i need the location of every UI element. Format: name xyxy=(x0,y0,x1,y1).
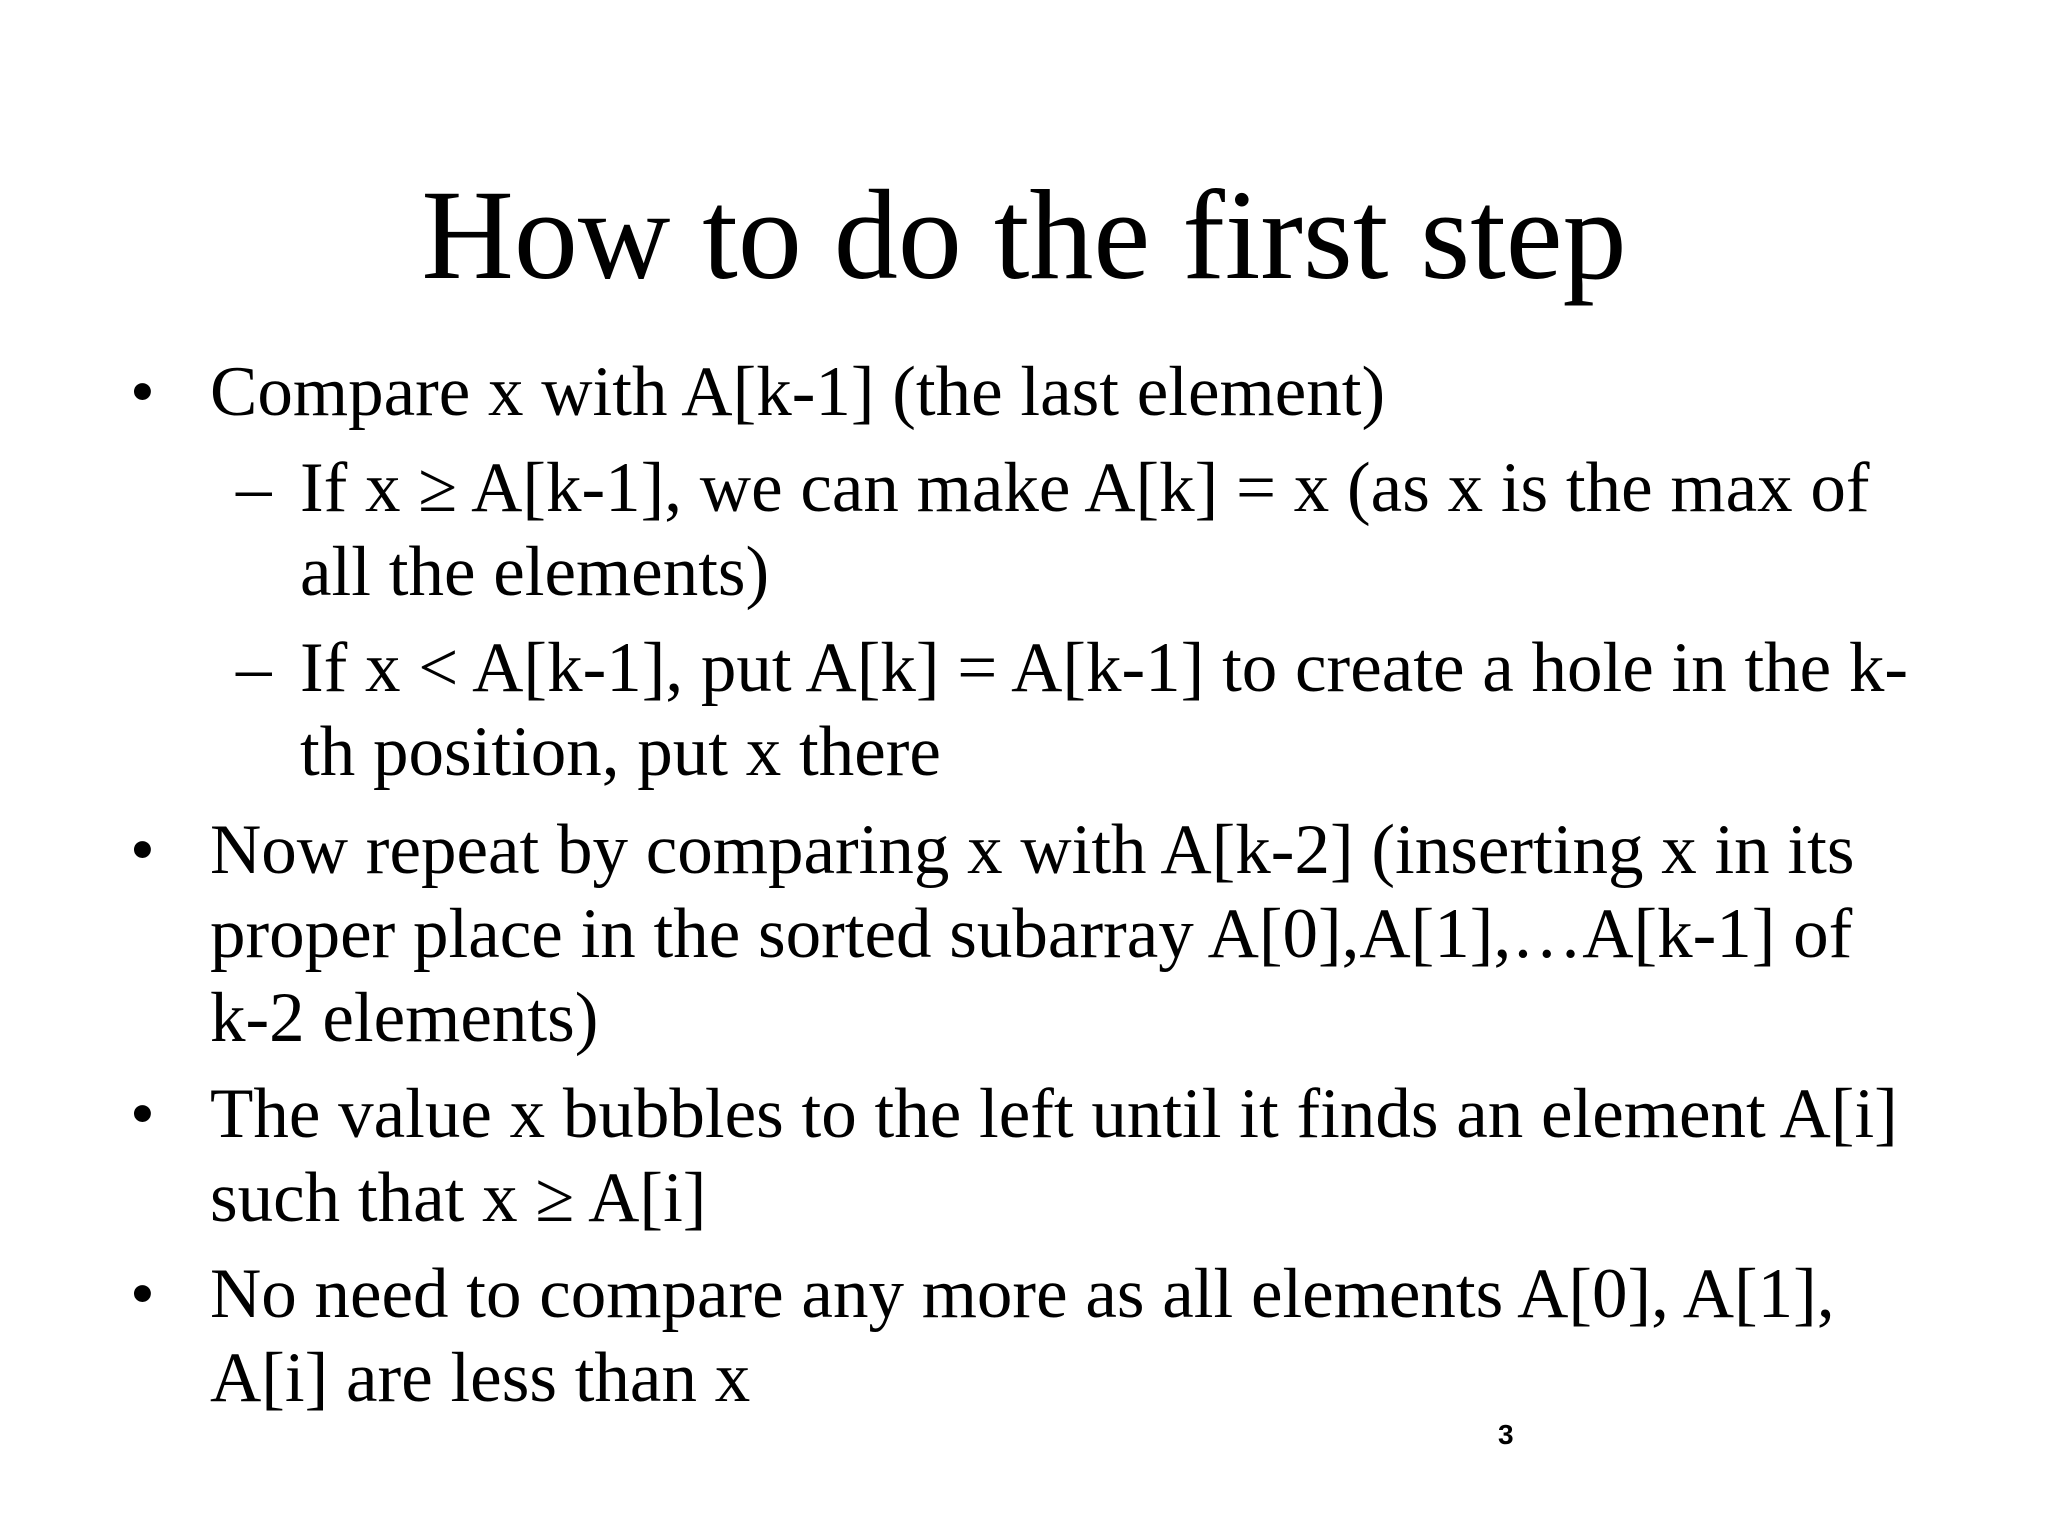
bullet-2-line-1: Now repeat by comparing x with A[k-2] (inserting x in its xyxy=(210,811,1855,889)
bullet-marker: • xyxy=(130,1075,155,1153)
bullet-marker: • xyxy=(130,353,155,431)
sub-1-1-line-2: all the elements) xyxy=(300,533,770,611)
page-number: 3 xyxy=(1498,1419,1514,1450)
bullet-3-line-2: such that x ≥ A[i] xyxy=(210,1159,707,1237)
slide-title: How to do the first step xyxy=(421,164,1627,306)
bullet-1-line-1: Compare x with A[k-1] (the last element) xyxy=(210,353,1386,431)
sub-1-2-line-1: If x < A[k-1], put A[k] = A[k-1] to create a hole in the k- xyxy=(300,629,1909,707)
sub-1-1-line-1: If x ≥ A[k-1], we can make A[k] = x (as x is the max of xyxy=(300,449,1870,527)
sub-1-2-line-2: th position, put x there xyxy=(300,713,941,791)
bullet-2-line-2: proper place in the sorted subarray A[0],A[1],…A[k-1] of xyxy=(210,895,1853,973)
bullet-marker: • xyxy=(130,811,155,889)
bullet-3-line-1: The value x bubbles to the left until it finds an element A[i] xyxy=(210,1075,1898,1153)
bullet-marker: • xyxy=(130,1255,155,1333)
bullet-4-line-2: A[i] are less than x xyxy=(210,1339,751,1417)
bullet-4-line-1: No need to compare any more as all elements A[0], A[1], xyxy=(210,1255,1835,1333)
dash-marker: – xyxy=(236,449,272,527)
dash-marker: – xyxy=(236,629,272,707)
bullet-2-line-3: k-2 elements) xyxy=(210,979,599,1057)
